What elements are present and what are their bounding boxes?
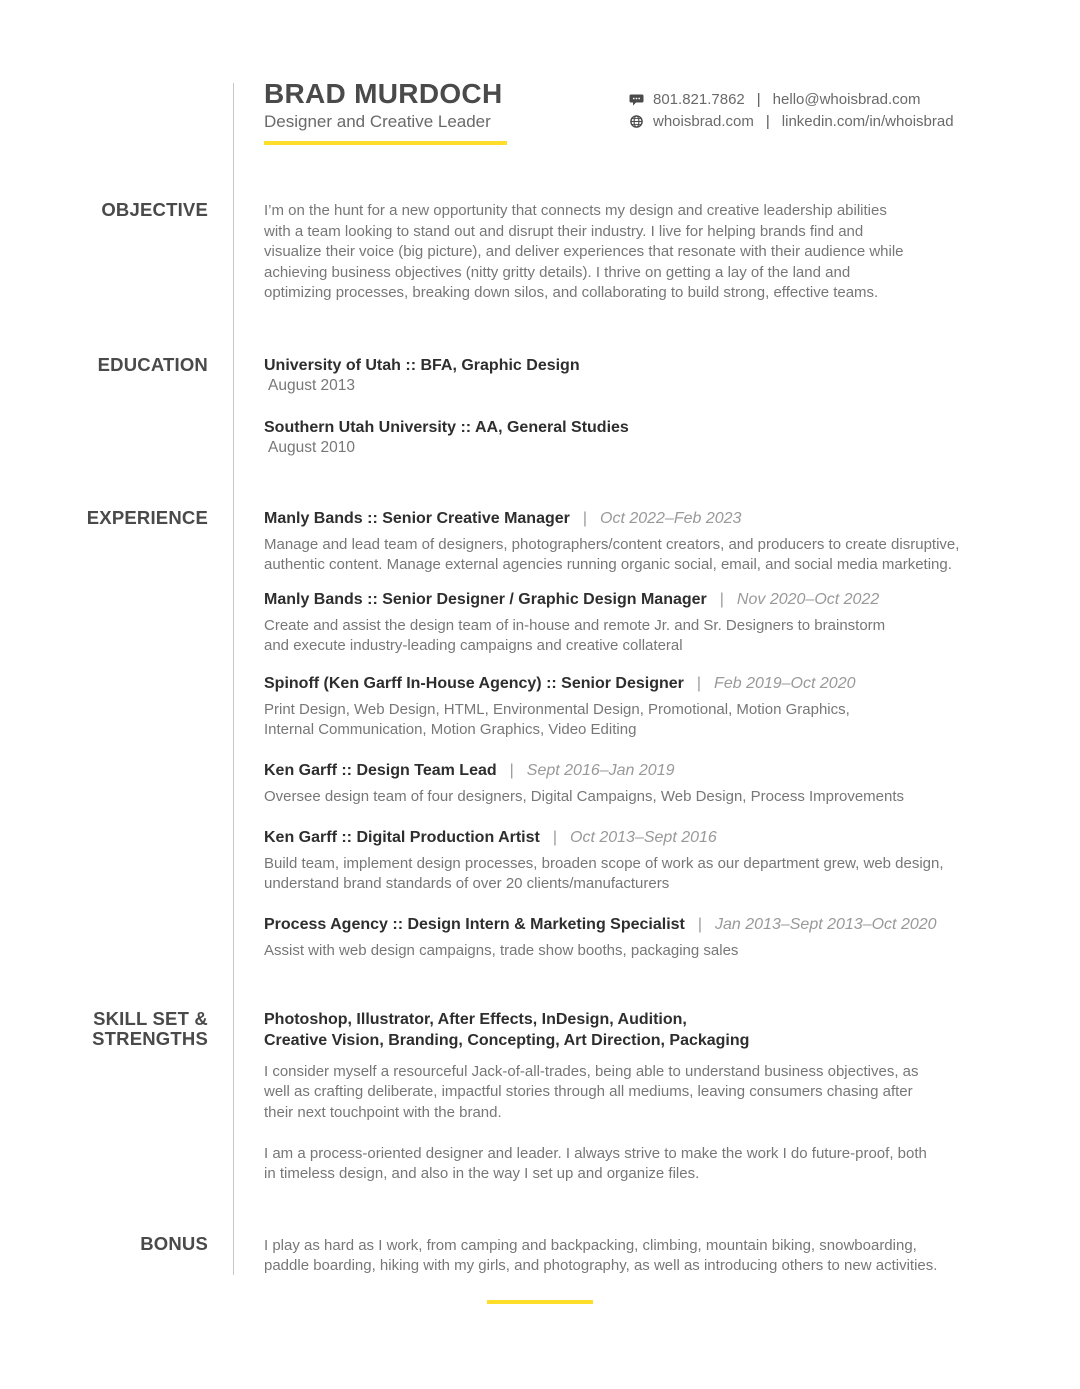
job-separator: | — [696, 675, 702, 692]
job-heading — [264, 674, 855, 694]
job-separator: | — [719, 591, 724, 608]
education-date: August 2013 — [268, 377, 356, 394]
contact-separator: | — [756, 91, 761, 108]
section-label-objective: OBJECTIVE — [101, 199, 208, 220]
job-heading — [264, 590, 879, 610]
job-description: Assist with web design campaigns, trade show booths, packaging sales — [264, 942, 739, 959]
email-link[interactable]: hello@whoisbrad.com — [772, 91, 921, 108]
objective-text: I’m on the hunt for a new opportunity that connects my design and creative leadership abilities with a team looking to stand out and disrupt their industry. I live for helping brands find and visualize their voice (big picture), and deliver experiences that resonate with their audience while achieving business objectives (nitty gritty details). I thrive on getting a lay of the land and optimizing processes, breaking down silos, and collaborating to build strong, effective teams. — [264, 202, 904, 302]
section-label-bonus: BONUS — [140, 1233, 208, 1254]
job-title: Ken Garff :: Design Team Lead — [264, 762, 497, 779]
job-description: Oversee design team of four designers, Digital Campaigns, Web Design, Process Improvements — [264, 788, 905, 805]
job-description: Build team, implement design processes, broaden scope of work as our department grew, web design, understand brand standards of over 20 clients/manufacturers — [264, 855, 944, 893]
job-title: Process Agency :: Design Intern & Marketing Specialist — [264, 916, 685, 933]
job-description: Print Design, Web Design, HTML, Environmental Design, Promotional, Motion Graphics, Internal Communication, Motion Graphics, Video Editing — [264, 701, 850, 739]
website-link[interactable]: whoisbrad.com — [653, 113, 754, 130]
skills-paragraph: I consider myself a resourceful Jack-of-all-trades, being able to understand business objectives, as well as crafting deliberate, impactful stories through all mediums, leaving consumers chasing after their next touchpoint with the brand. — [264, 1063, 919, 1121]
section-label-experience: EXPERIENCE — [86, 507, 208, 528]
job-dates: Feb 2019–Oct 2020 — [714, 675, 856, 692]
job-separator: | — [552, 829, 558, 846]
job-title: Spinoff (Ken Garff In-House Agency) :: Senior Designer — [264, 675, 684, 692]
section-label-education: EDUCATION — [97, 354, 208, 375]
job-title: Manly Bands :: Senior Designer / Graphic Design Manager — [264, 591, 707, 608]
job-separator: | — [697, 916, 703, 933]
job-heading — [264, 509, 741, 529]
skills-line: Creative Vision, Branding, Concepting, Art Direction, Packaging — [264, 1031, 750, 1049]
phone-number[interactable]: 801.821.7862 — [653, 91, 745, 108]
skills-label-line: STRENGTHS — [92, 1028, 208, 1049]
section-label-skills — [92, 1009, 208, 1049]
name-underline-accent — [264, 141, 507, 145]
resume-name: BRAD MURDOCH — [264, 78, 503, 109]
skills-list — [264, 1010, 749, 1051]
skills-line: Photoshop, Illustrator, After Effects, InDesign, Audition, — [264, 1011, 687, 1028]
resume-tagline: Designer and Creative Leader — [264, 112, 491, 131]
skills-paragraph: I am a process-oriented designer and leader. I always strive to make the work I do future-proof, both in timeless design, and also in the way I set up and organize files. — [264, 1145, 927, 1183]
contact-separator: | — [765, 113, 770, 130]
vertical-divider — [233, 83, 234, 1275]
job-dates: Sept 2016–Jan 2019 — [526, 762, 675, 779]
education-school: University of Utah :: BFA, Graphic Design — [264, 357, 580, 374]
contact-row-web — [629, 113, 954, 130]
education-date: August 2010 — [268, 439, 356, 456]
job-heading — [264, 828, 717, 848]
job-title: Manly Bands :: Senior Creative Manager — [264, 510, 570, 527]
job-separator: | — [582, 510, 588, 527]
job-dates: Jan 2013–Sept 2013–Oct 2020 — [715, 916, 937, 933]
job-heading — [264, 761, 674, 781]
job-description: Create and assist the design team of in-house and remote Jr. and Sr. Designers to brainstorm and execute industry-leading campaigns and creative collateral — [264, 617, 886, 655]
skills-label-line: SKILL SET & — [93, 1008, 208, 1029]
job-heading — [264, 915, 937, 935]
job-dates: Oct 2022–Feb 2023 — [600, 510, 742, 527]
globe-icon — [629, 114, 644, 129]
bonus-text: I play as hard as I work, from camping and backpacking, climbing, mountain biking, snowboarding, paddle boarding, hiking with my girls, and photography, as well as introducing others to new activities. — [264, 1237, 938, 1275]
job-title: Ken Garff :: Digital Production Artist — [264, 829, 540, 846]
job-dates: Oct 2013–Sept 2016 — [570, 829, 717, 846]
contact-row-phone-email — [629, 91, 920, 108]
speech-bubble-icon — [629, 92, 644, 107]
linkedin-link[interactable]: linkedin.com/in/whoisbrad — [781, 113, 954, 130]
footer-accent-bar — [487, 1300, 593, 1304]
job-description: Manage and lead team of designers, photographers/content creators, and producers to create disruptive, authentic content. Manage external agencies running organic social, email, and social media marketing. — [264, 536, 960, 574]
education-school: Southern Utah University :: AA, General Studies — [264, 419, 629, 436]
job-dates: Nov 2020–Oct 2022 — [736, 591, 880, 608]
job-separator: | — [509, 762, 514, 779]
